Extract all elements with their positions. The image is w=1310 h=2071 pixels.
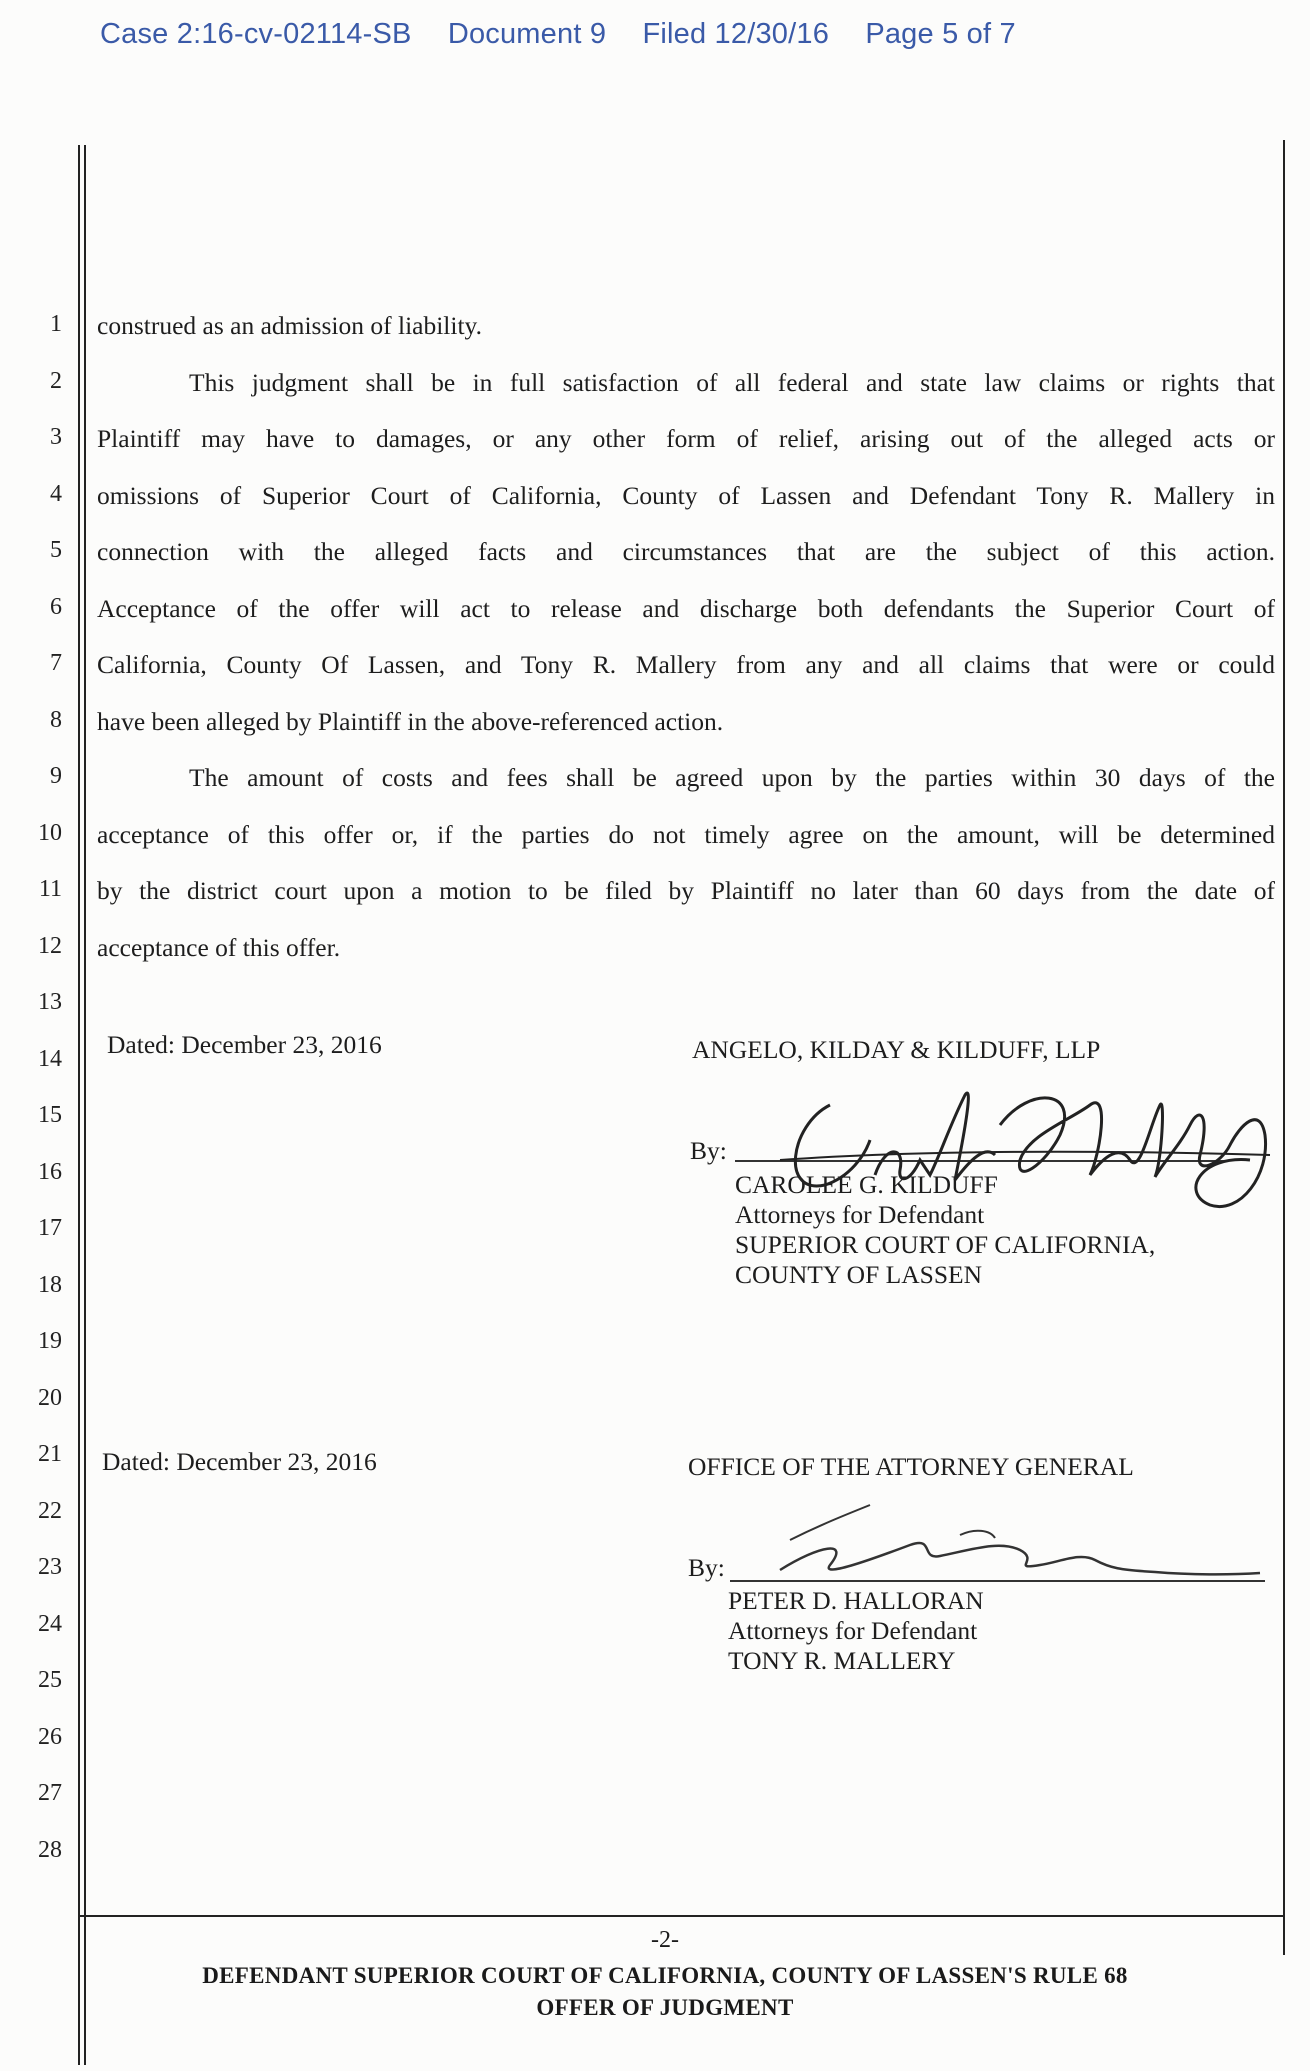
- line-number: 11: [38, 876, 62, 902]
- by-label: By:: [688, 1553, 725, 1582]
- line-number: 9: [50, 763, 62, 789]
- firm-name: ANGELO, KILDAY & KILDUFF, LLP: [692, 1035, 1101, 1064]
- right-margin-rule: [1283, 140, 1285, 1955]
- footer-document-title: [100, 1960, 1230, 2024]
- footer-title-line1: DEFENDANT SUPERIOR COURT OF CALIFORNIA, COUNTY OF LASSEN'S RULE 68: [202, 1963, 1128, 1988]
- line-number: 26: [38, 1724, 62, 1750]
- dated-line: Dated: December 23, 2016: [107, 1030, 382, 1059]
- line-number: 14: [38, 1046, 62, 1072]
- footer-page-number: -2-: [651, 1927, 679, 1953]
- line-number: 17: [38, 1215, 62, 1241]
- line-number: 6: [50, 594, 62, 620]
- body-line: Acceptance of the offer will act to release and discharge both defendants the Superior Court of: [97, 594, 1275, 623]
- signer-name: CAROLEE G. KILDUFF: [735, 1170, 998, 1199]
- line-number: 7: [50, 650, 62, 676]
- body-line: connection with the alleged facts and circumstances that are the subject of this action.: [97, 537, 1275, 566]
- body-line: have been alleged by Plaintiff in the above-referenced action.: [97, 707, 724, 736]
- line-number: 10: [38, 820, 62, 846]
- body-line: California, County Of Lassen, and Tony R. Mallery from any and all claims that were or could: [97, 650, 1275, 679]
- line-number: 15: [38, 1102, 62, 1128]
- signer-role: Attorneys for Defendant: [728, 1616, 978, 1645]
- line-number: 19: [38, 1328, 62, 1354]
- body-line: The amount of costs and fees shall be agreed upon by the parties within 30 days of the: [189, 763, 1275, 792]
- body-line: Plaintiff may have to damages, or any other form of relief, arising out of the alleged acts or: [97, 424, 1275, 453]
- body-line: This judgment shall be in full satisfaction of all federal and state law claims or rights that: [189, 368, 1275, 397]
- line-number: 16: [38, 1159, 62, 1185]
- line-number: 28: [38, 1837, 62, 1863]
- left-margin-rule-inner: [84, 145, 86, 2065]
- case-number: Case 2:16-cv-02114-SB: [100, 18, 412, 50]
- signer-name: PETER D. HALLORAN: [728, 1586, 984, 1615]
- footer-divider-rule: [80, 1915, 1285, 1917]
- document-number: Document 9: [447, 18, 607, 50]
- line-number: 22: [38, 1498, 62, 1524]
- left-margin-rule-outer: [78, 145, 80, 2065]
- body-line: acceptance of this offer or, if the parties do not timely agree on the amount, will be determined: [97, 820, 1275, 849]
- filing-header: [100, 18, 1044, 51]
- line-number: 1: [50, 311, 62, 337]
- client-name-line2: COUNTY OF LASSEN: [735, 1260, 982, 1289]
- line-number: 2: [50, 368, 62, 394]
- line-number: 23: [38, 1554, 62, 1580]
- line-number: 18: [38, 1272, 62, 1298]
- line-number: 5: [50, 537, 62, 563]
- line-number: 27: [38, 1780, 62, 1806]
- line-number: 20: [38, 1385, 62, 1411]
- line-number: 21: [38, 1441, 62, 1467]
- dated-line: Dated: December 23, 2016: [102, 1447, 377, 1476]
- line-number: 13: [38, 989, 62, 1015]
- line-number: 24: [38, 1611, 62, 1637]
- page-indicator: Page 5 of 7: [865, 18, 1016, 50]
- by-label: By:: [690, 1136, 727, 1165]
- filed-date: Filed 12/30/16: [642, 18, 830, 50]
- line-number: 25: [38, 1667, 62, 1693]
- body-line: by the district court upon a motion to be filed by Plaintiff no later than 60 days from the date of: [97, 876, 1275, 905]
- signer-details: [728, 1586, 984, 1676]
- line-number: 12: [38, 933, 62, 959]
- signer-role: Attorneys for Defendant: [735, 1200, 985, 1229]
- line-number: 8: [50, 707, 62, 733]
- line-number: 4: [50, 481, 62, 507]
- client-name-line1: SUPERIOR COURT OF CALIFORNIA,: [735, 1230, 1156, 1259]
- footer-title-line2: OFFER OF JUDGMENT: [536, 1995, 794, 2020]
- handwritten-signature-kilduff: [770, 1065, 1290, 1245]
- handwritten-signature-halloran: [760, 1490, 1270, 1590]
- line-number: 3: [50, 424, 62, 450]
- firm-name: OFFICE OF THE ATTORNEY GENERAL: [688, 1452, 1134, 1481]
- client-name-line1: TONY R. MALLERY: [728, 1646, 956, 1675]
- body-line: omissions of Superior Court of California, County of Lassen and Defendant Tony R. Mallery in: [97, 481, 1275, 510]
- body-line: construed as an admission of liability.: [97, 311, 483, 340]
- body-line: acceptance of this offer.: [97, 933, 341, 962]
